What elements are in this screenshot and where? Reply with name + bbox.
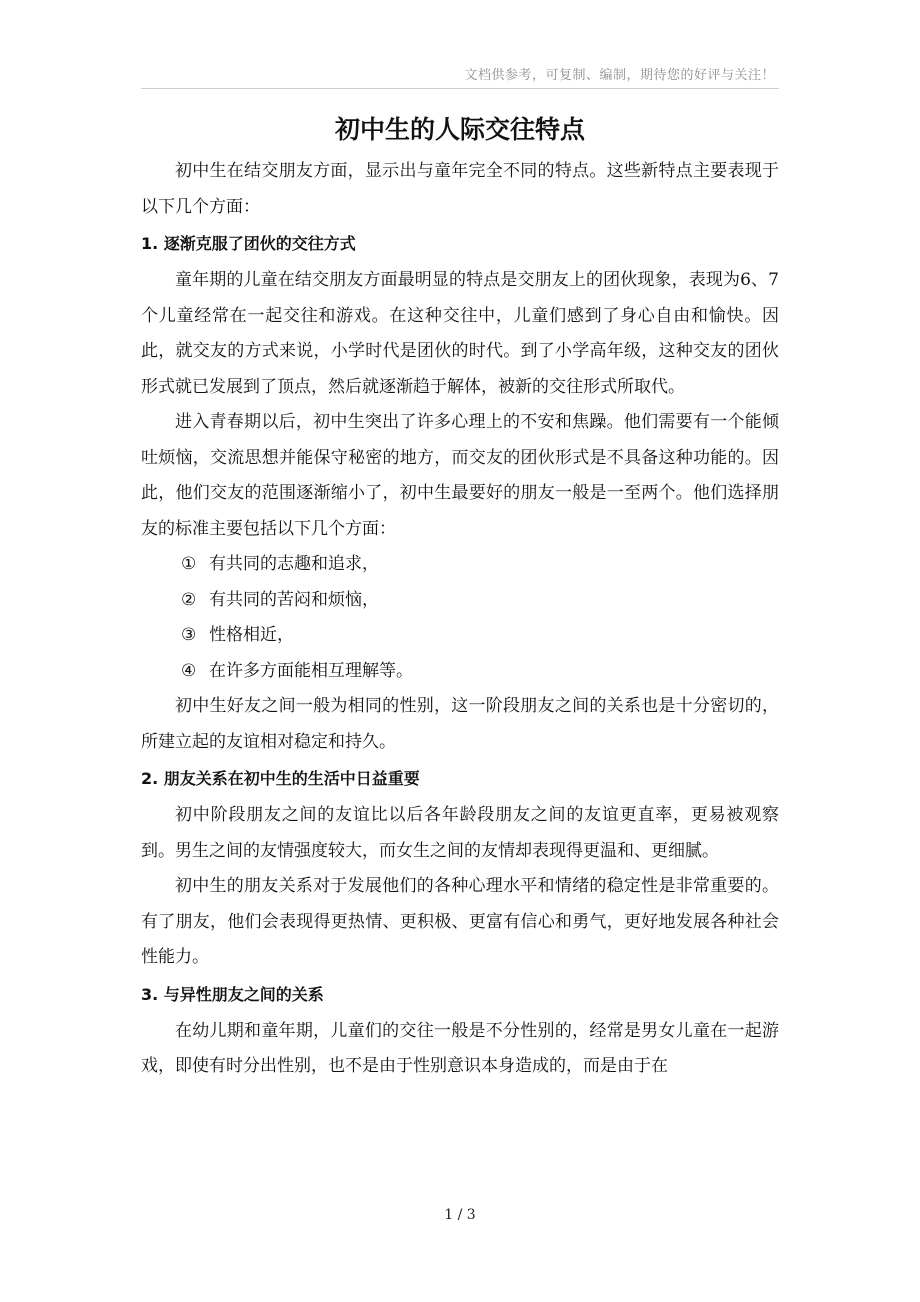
list-item	[141, 583, 779, 619]
list-item	[141, 618, 779, 654]
paragraph: 初中阶段朋友之间的友谊比以后各年龄段朋友之间的友谊更直率，更易被观察到。男生之间的友情强度较大，而女生之间的友情却表现得更温和、更细腻。	[141, 805, 779, 861]
page-number: 1 / 3	[444, 1207, 476, 1223]
criteria-list	[141, 547, 779, 689]
section-2	[141, 760, 779, 976]
list-item	[141, 547, 779, 583]
list-item-text: 在许多方面能相互理解等。	[209, 660, 413, 681]
document-title: 初中生的人际交往特点	[334, 115, 585, 144]
list-item-text: 性格相近，	[209, 625, 294, 645]
section-3	[141, 976, 779, 1085]
list-item-text: 有共同的志趣和追求，	[209, 554, 379, 574]
list-marker: ①	[181, 554, 197, 574]
list-marker: ④	[181, 660, 197, 681]
list-item	[141, 654, 779, 690]
header-divider	[141, 88, 779, 89]
intro-paragraph: 初中生在结交朋友方面，显示出与童年完全不同的特点。这些新特点主要表现于以下几个方面：	[141, 161, 779, 217]
paragraph: 在幼儿期和童年期，儿童们的交往一般是不分性别的，经常是男女儿童在一起游戏，即使有时分出性别，也不是由于性别意识本身造成的，而是由于在	[141, 1020, 779, 1076]
section-1	[141, 225, 779, 760]
paragraph: 初中生好友之间一般为相同的性别，这一阶段朋友之间的关系也是十分密切的，所建立起的友谊相对稳定和持久。	[141, 696, 779, 752]
paragraph: 童年期的儿童在结交朋友方面最明显的特点是交朋友上的团伙现象，表现为6、7个儿童经常在一起交往和游戏。在这种交往中，儿童们感到了身心自由和愉快。因此，就交友的方式来说，小学时代是团伙的时代。到了小学高年级，这种交友的团伙形式就已发展到了顶点，然后就逐渐趋于解体，被新的交往形式所取代。	[141, 270, 779, 397]
document-body	[141, 112, 779, 1085]
section-heading: 2. 朋友关系在初中生的生活中日益重要	[141, 769, 420, 788]
paragraph: 进入青春期以后，初中生突出了许多心理上的不安和焦躁。他们需要有一个能倾吐烦恼，交流思想并能保守秘密的地方，而交友的团伙形式是不具备这种功能的。因此，他们交友的范围逐渐缩小了，初中生最要好的朋友一般是一至两个。他们选择朋友的标准主要包括以下几个方面：	[141, 412, 779, 539]
list-marker: ③	[181, 625, 197, 645]
section-heading: 3. 与异性朋友之间的关系	[141, 984, 324, 1004]
paragraph: 初中生的朋友关系对于发展他们的各种心理水平和情绪的稳定性是非常重要的。有了朋友，他们会表现得更热情、更积极、更富有信心和勇气，更好地发展各种社会性能力。	[141, 876, 779, 967]
section-heading: 1. 逐渐克服了团伙的交往方式	[141, 234, 356, 253]
list-marker: ②	[181, 589, 197, 610]
header-note: 文档供参考，可复制、编制，期待您的好评与关注！	[464, 68, 775, 83]
list-item-text: 有共同的苦闷和烦恼，	[209, 589, 379, 610]
